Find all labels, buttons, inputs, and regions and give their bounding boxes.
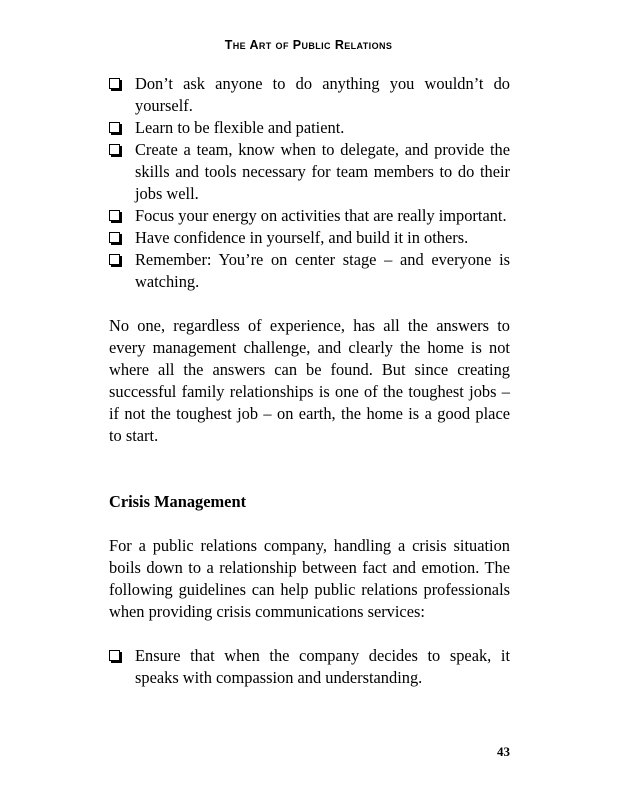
list-item: [109, 645, 510, 689]
checkbox-square-icon: [109, 210, 120, 221]
checkbox-square-icon: [109, 78, 120, 89]
body-paragraph: For a public relations company, handling a crisis situation boils down to a relationship between fact and emotion. The following guidelines can help public relations professionals when providing crisis communications services:: [109, 536, 510, 621]
checkbox-square-icon: [109, 122, 120, 133]
list-item-text: Remember: You’re on center stage – and everyone is watching.: [135, 250, 510, 291]
list-item-text: Create a team, know when to delegate, and provide the skills and tools necessary for team members to do their jobs well.: [135, 140, 510, 203]
list-item: [109, 73, 510, 117]
checkbox-square-icon: [109, 144, 120, 155]
list-item-text: Focus your energy on activities that are really important.: [135, 206, 507, 225]
list-item: [109, 249, 510, 293]
list-item-text: Have confidence in yourself, and build it in others.: [135, 228, 469, 247]
section-heading: Crisis Management: [109, 492, 247, 511]
list-item-text: Learn to be flexible and patient.: [135, 118, 345, 137]
list-item: [109, 205, 510, 227]
list-item: [109, 139, 510, 205]
list-item: [109, 227, 510, 249]
checkbox-square-icon: [109, 232, 120, 243]
running-header: The Art of Public Relations: [224, 38, 393, 52]
page-number: 43: [497, 744, 510, 759]
list-item-text: Don’t ask anyone to do anything you wouldn’t do yourself.: [135, 74, 510, 115]
list-item: [109, 117, 510, 139]
bullet-list-bottom: [109, 645, 510, 689]
checkbox-square-icon: [109, 254, 120, 265]
list-item-text: Ensure that when the company decides to speak, it speaks with compassion and understanding.: [135, 646, 510, 687]
body-paragraph: No one, regardless of experience, has all the answers to every management challenge, and clearly the home is not where all the answers can be found. But since creating successful family relationships is one of the toughest jobs – if not the toughest job – on earth, the home is a good place to start.: [109, 316, 510, 445]
page-body: [109, 73, 510, 689]
checkbox-square-icon: [109, 650, 120, 661]
bullet-list-top: [109, 73, 510, 293]
